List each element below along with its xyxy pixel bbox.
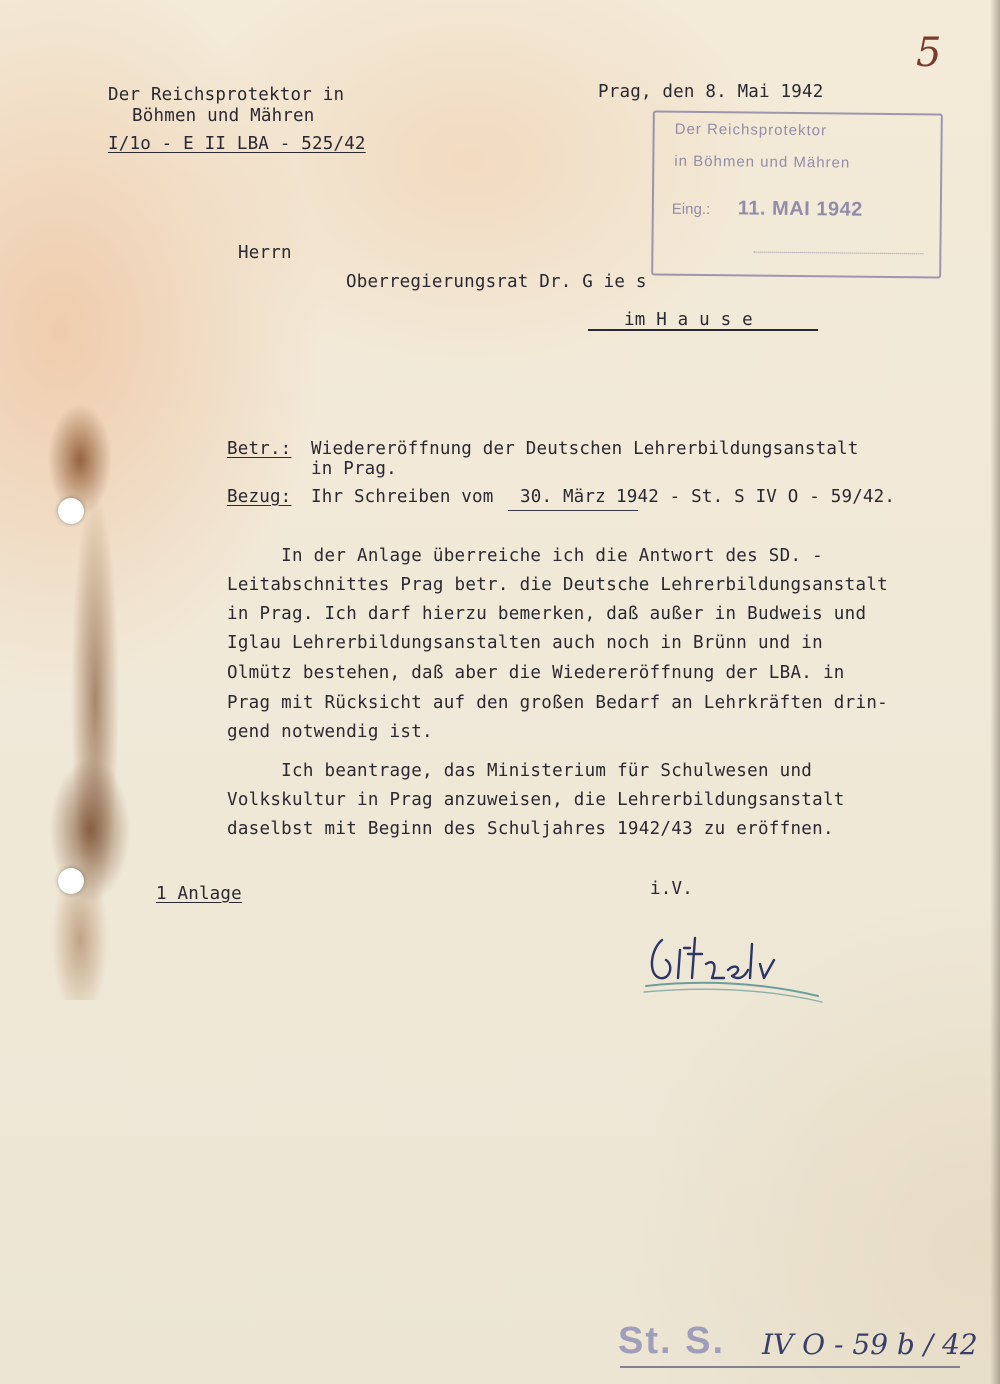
betr-line-2: in Prag. bbox=[311, 459, 397, 479]
recipient-name: Oberregierungsrat Dr. G ie s bbox=[346, 272, 647, 292]
bezug-label: Bezug: bbox=[227, 487, 292, 507]
paragraph1-line-3: in Prag. Ich darf hierzu bemerken, daß außer in Budweis und bbox=[227, 604, 867, 624]
bezug-suffix: 1942 - St. S IV O - 59/42. bbox=[616, 487, 896, 507]
reference-number: I/1o - E II LBA - 525/42 bbox=[108, 134, 366, 154]
recipient-location-underline bbox=[588, 329, 818, 331]
file-reference-handwritten: IV O - 59 b / 42 bbox=[762, 1328, 978, 1361]
bezug-date: 30. März bbox=[520, 487, 606, 507]
betr-label: Betr.: bbox=[227, 439, 292, 459]
paragraph1-line-6: Prag mit Rücksicht auf den großen Bedarf an Lehrkräften drin- bbox=[227, 693, 888, 713]
punch-hole-bottom bbox=[58, 868, 84, 894]
place-date: Prag, den 8. Mai 1942 bbox=[598, 82, 824, 102]
sender-line-1: Der Reichsprotektor in bbox=[108, 85, 345, 105]
stamp-dotted-line bbox=[753, 252, 923, 255]
paragraph1-line-2: Leitabschnittes Prag betr. die Deutsche Lehrerbildungsanstalt bbox=[227, 575, 888, 595]
paragraph1-line-4: Iglau Lehrerbildungsanstalten auch noch in Brünn und in bbox=[227, 633, 823, 653]
stamp-received-date: 11. MAI 1942 bbox=[737, 197, 863, 221]
paragraph1-line-7: gend notwendig ist. bbox=[227, 722, 433, 742]
scan-edge-shadow bbox=[990, 0, 1000, 1384]
paragraph2-line-2: Volkskultur in Prag anzuweisen, die Lehrerbildungsanstalt bbox=[227, 790, 845, 810]
paragraph1-line-1: In der Anlage überreiche ich die Antwort des SD. - bbox=[227, 546, 823, 566]
stamp-received-label: Eing.: bbox=[671, 200, 711, 219]
binder-stain bbox=[20, 400, 140, 1000]
paragraph2-line-3: daselbst mit Beginn des Schuljahres 1942/43 zu eröffnen. bbox=[227, 819, 834, 839]
paragraph2-line-1: Ich beantrage, das Ministerium für Schulwesen und bbox=[227, 761, 813, 781]
recipient-location: im H a u s e bbox=[624, 310, 753, 330]
handwritten-signature bbox=[640, 920, 830, 1020]
stamp-line-2: in Böhmen und Mähren bbox=[674, 152, 851, 172]
punch-hole-top bbox=[58, 498, 84, 524]
received-stamp bbox=[651, 110, 943, 278]
file-reference-stamp: St. S. bbox=[618, 1320, 726, 1362]
betr-line-1: Wiedereröffnung der Deutschen Lehrerbildungsanstalt bbox=[311, 439, 859, 459]
stamp-line-1: Der Reichsprotektor bbox=[674, 120, 828, 140]
handwritten-page-number: 5 bbox=[916, 30, 942, 76]
on-behalf-mark: i.V. bbox=[650, 879, 693, 899]
paragraph1-line-5: Olmütz bestehen, daß aber die Wiedereröffnung der LBA. in bbox=[227, 663, 845, 683]
enclosure-note: 1 Anlage bbox=[156, 884, 242, 904]
bezug-prefix: Ihr Schreiben vom bbox=[311, 487, 494, 507]
recipient-salutation: Herrn bbox=[238, 243, 292, 263]
file-reference-underline bbox=[620, 1366, 960, 1368]
bezug-date-underline bbox=[508, 510, 638, 511]
sender-line-2: Böhmen und Mähren bbox=[132, 106, 315, 126]
